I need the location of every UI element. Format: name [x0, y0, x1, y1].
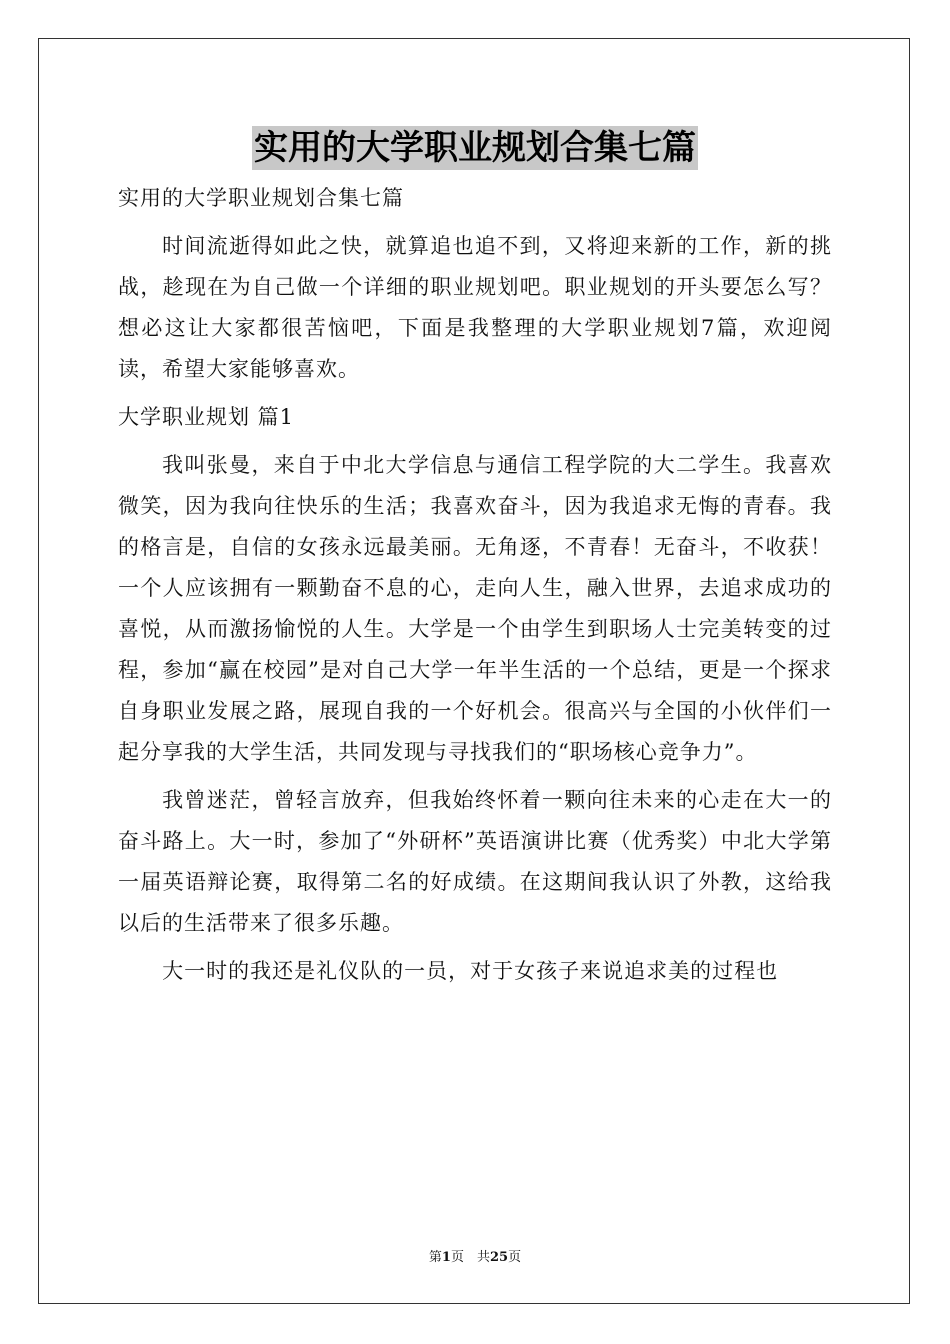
document-subtitle: 实用的大学职业规划合集七篇 [118, 186, 404, 210]
section-heading: 大学职业规划 篇1 [118, 405, 295, 429]
title-wrap [0, 126, 950, 170]
footer-mid: 页 共 [450, 1250, 490, 1265]
paragraph-freshman: 我曾迷茫，曾轻言放弃，但我始终怀着一颗向往未来的心走在大一的奋斗路上。大一时，参加了“外研杯”英语演讲比赛（优秀奖）中北大学第一届英语辩论赛，取得第二名的好成绩。在这期间我认识了外教，这给我以后的生活带来了很多乐趣。 [118, 788, 832, 935]
footer-prefix: 第 [428, 1250, 442, 1265]
paragraph-self-intro: 我叫张曼，来自于中北大学信息与通信工程学院的大二学生。我喜欢微笑，因为我向往快乐的生活；我喜欢奋斗，因为我追求无悔的青春。我的格言是，自信的女孩永远最美丽。无角逐，不青春！无奋斗，不收获！一个人应该拥有一颗勤奋不息的心，走向人生，融入世界，去追求成功的喜悦，从而激扬愉悦的人生。大学是一个由学生到职场人士完美转变的过程，参加“赢在校园”是对自己大学一年半生活的一个总结，更是一个探求自身职业发展之路，展现自我的一个好机会。很高兴与全国的小伙伴们一起分享我的大学生活，共同发现与寻找我们的“职场核心竞争力”。 [118, 453, 832, 764]
footer-suffix: 页 [508, 1250, 522, 1265]
paragraph-intro: 时间流逝得如此之快，就算追也追不到，又将迎来新的工作，新的挑战，趁现在为自己做一个详细的职业规划吧。职业规划的开头要怎么写？想必这让大家都很苦恼吧，下面是我整理的大学职业规划7篇，欢迎阅读，希望大家能够喜欢。 [118, 234, 832, 381]
document-body [118, 178, 832, 999]
footer-total-pages: 25 [489, 1250, 509, 1265]
paragraph-etiquette: 大一时的我还是礼仪队的一员，对于女孩子来说追求美的过程也 [162, 959, 779, 983]
page-footer [0, 1246, 950, 1265]
footer-page-number: 1 [441, 1250, 451, 1265]
document-title: 实用的大学职业规划合集七篇 [254, 128, 696, 168]
